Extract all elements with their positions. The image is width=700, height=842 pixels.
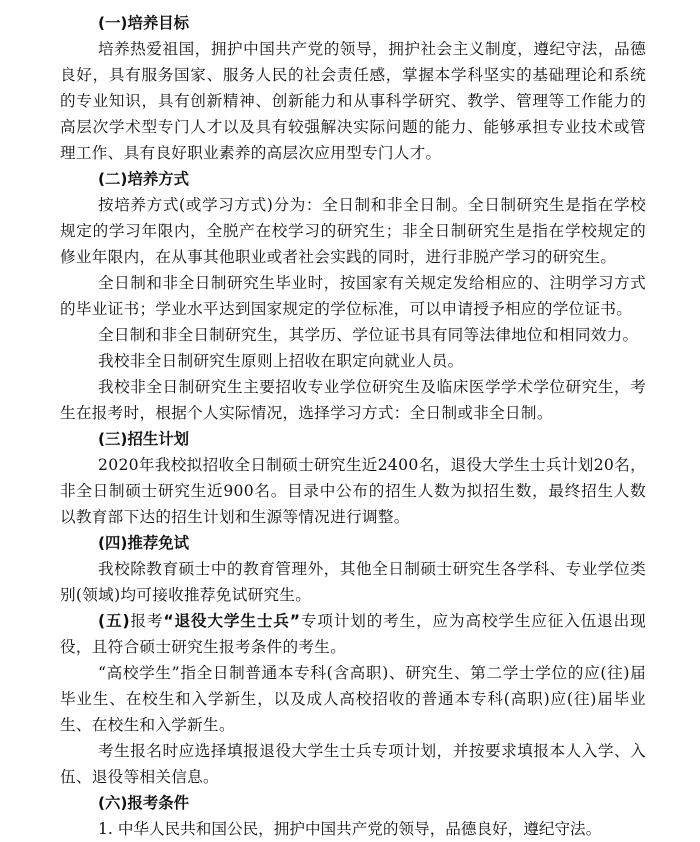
veteran-plan-text-rest: 专项计划的考生，应为高校学生应征入伍退出现役，且符合硕士研究生报考条件的考生。	[60, 612, 646, 656]
eligibility-item-1: 1. 中华人民共和国公民，拥护中国共产党的领导，品德良好，遵纪守法。	[98, 820, 602, 838]
section-heading-exam-exemption: (四)推荐免试	[98, 534, 190, 552]
section-heading-enrollment-plan: (三)招生计划	[98, 430, 190, 448]
paragraph-training-mode-4: 我校非全日制研究生原则上招收在职定向就业人员。	[98, 352, 464, 370]
paragraph-training-mode-1: 按培养方式(或学习方式)分为：全日制和非全日制。全日制研究生是指在学校规定的学习年限内，全脱产在校学习的研究生；非全日制研究生是指在学校规定的修业年限内，在从事其他职业或者社会实践的同时，进行非脱产学习的研究生。	[60, 196, 646, 266]
paragraph-veteran-registration: 考生报名时应选择填报退役大学生士兵专项计划，并按要求填报本人入学、入伍、退役等相关信息。	[60, 742, 646, 786]
section-heading-training-mode: (二)培养方式	[98, 170, 190, 188]
paragraph-veteran-plan	[60, 608, 646, 660]
veteran-plan-emphasis: “退役大学生士兵”	[163, 612, 301, 630]
paragraph-training-mode-2: 全日制和非全日制研究生毕业时，按国家有关规定发给相应的、注明学习方式的毕业证书；学业水平达到国家规定的学位标准，可以申请授予相应的学位证书。	[60, 274, 646, 318]
veteran-plan-text-start: 报考	[129, 612, 164, 630]
section-heading-veteran-plan: (五)	[98, 612, 130, 630]
paragraph-training-mode-3: 全日制和非全日制研究生，其学历、学位证书具有同等法律地位和相同效力。	[98, 326, 639, 344]
paragraph-training-mode-5: 我校非全日制研究生主要招收专业学位研究生及临床医学学术学位研究生，考生在报考时，根据个人实际情况，选择学习方式：全日制或非全日制。	[60, 378, 646, 422]
paragraph-enrollment-plan: 2020年我校拟招收全日制硕士研究生近2400名，退役大学生士兵计划20名，非全日制硕士研究生近900名。目录中公布的招生人数为拟招生数，最终招生人数以教育部下达的招生计划和生源等情况进行调整。	[60, 456, 646, 526]
paragraph-exam-exemption: 我校除教育硕士中的教育管理外，其他全日制硕士研究生各学科、专业学位类别(领域)均可接收推荐免试研究生。	[60, 560, 646, 604]
section-heading-eligibility: (六)报考条件	[98, 794, 190, 812]
section-heading-training-goal: (一)培养目标	[98, 14, 190, 32]
paragraph-training-goal: 培养热爱祖国，拥护中国共产党的领导，拥护社会主义制度，遵纪守法，品德良好，具有服务国家、服务人民的社会责任感，掌握本学科坚实的基础理论和系统的专业知识，具有创新精神、创新能力和从事科学研究、教学、管理等工作能力的高层次学术型专门人才以及具有较强解决实际问题的能力、能够承担专业技术或管理工作、具有良好职业素养的高层次应用型专门人才。	[60, 40, 646, 162]
paragraph-college-student-definition: “高校学生”指全日制普通本专科(含高职)、研究生、第二学士学位的应(往)届毕业生、在校生和入学新生，以及成人高校招收的普通本专科(高职)应(往)届毕业生、在校生和入学新生。	[60, 664, 646, 734]
